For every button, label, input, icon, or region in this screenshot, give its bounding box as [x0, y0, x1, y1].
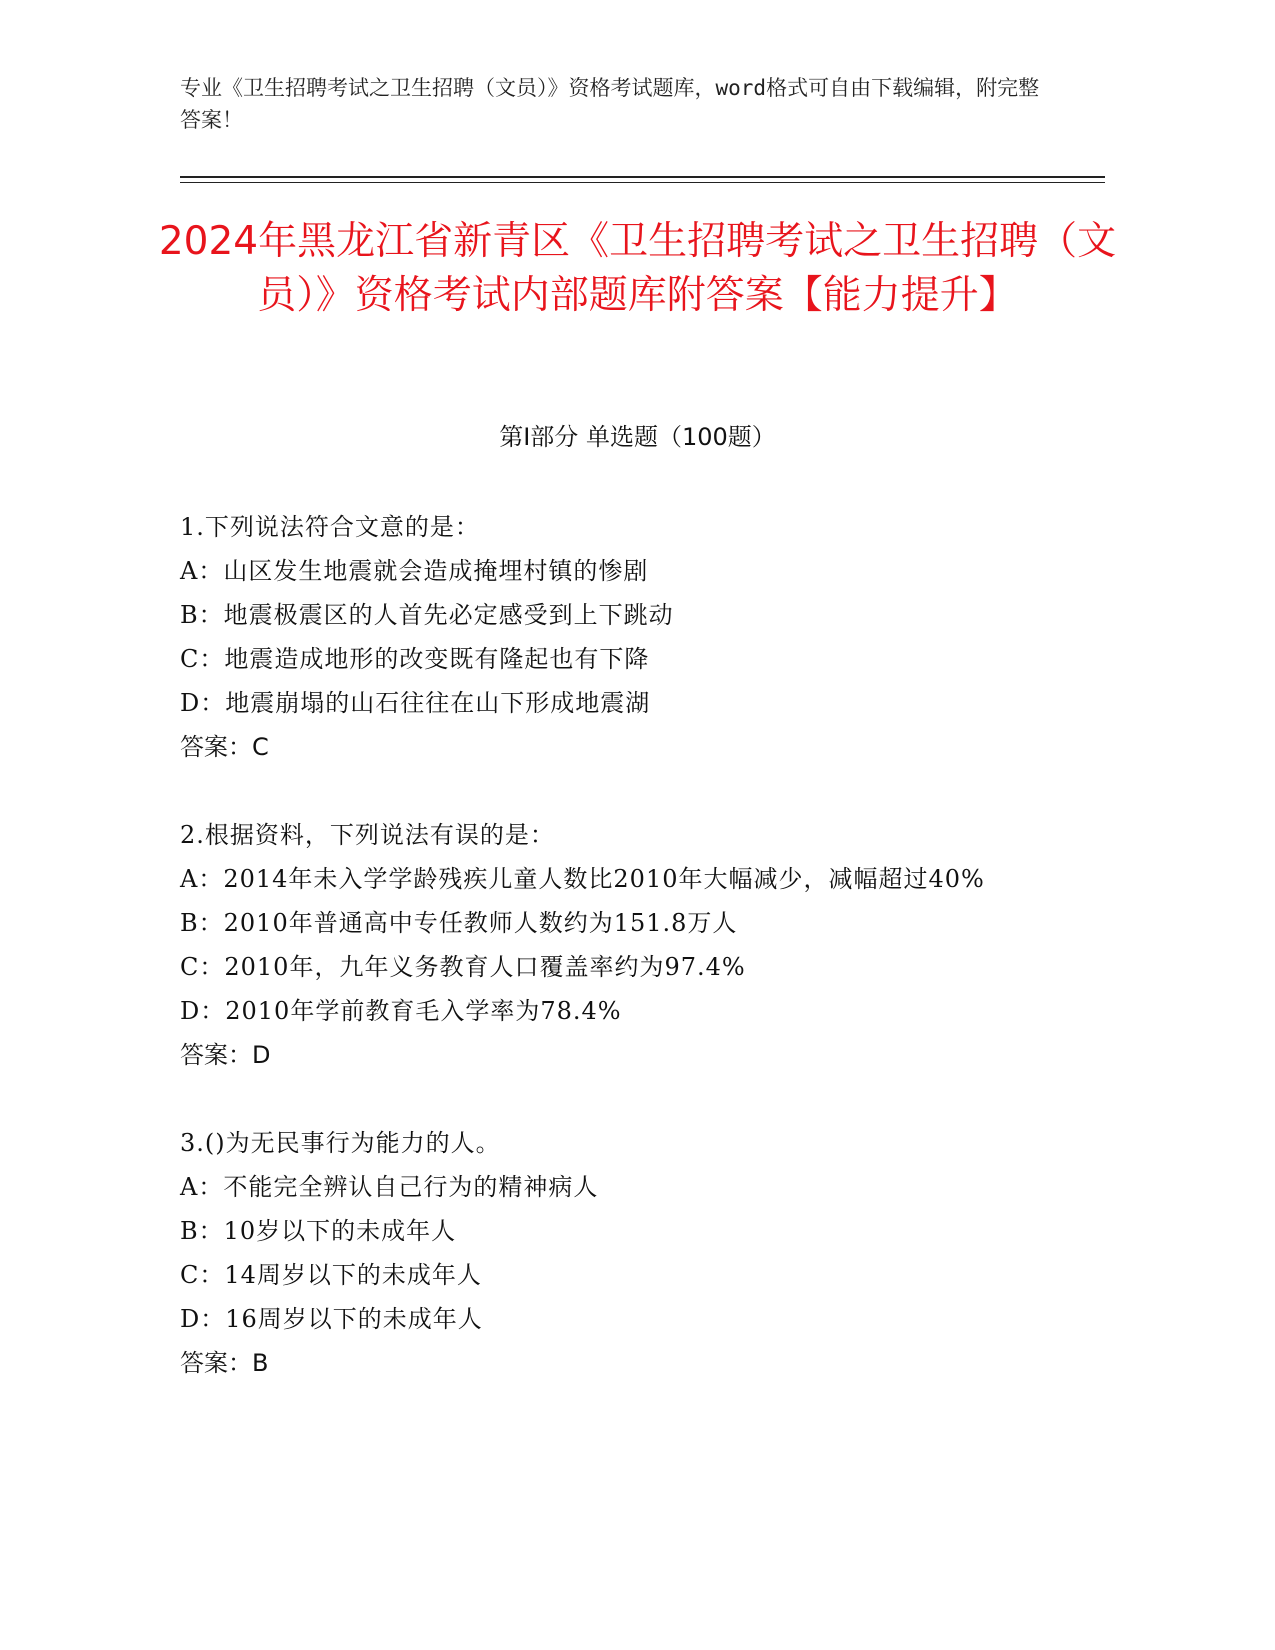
question-stem: 3.()为无民事行为能力的人。 [180, 1129, 501, 1157]
document-title: 2024年黑龙江省新青区《卫生招聘考试之卫生招聘（文员）》资格考试内部题库附答案【能力提升】 [158, 219, 1117, 318]
option-d: D：2010年学前教育毛入学率为78.4% [180, 997, 622, 1025]
option-b: B：2010年普通高中专任教师人数约为151.8万人 [180, 909, 738, 937]
option-c: C：地震造成地形的改变既有隆起也有下降 [180, 645, 650, 673]
question-2 [180, 813, 1010, 1077]
option-a: A：2014年未入学学龄残疾儿童人数比2010年大幅减少，减幅超过40% [180, 865, 985, 893]
option-c: C：2010年，九年义务教育人口覆盖率约为97.4% [180, 953, 746, 981]
header-note: 专业《卫生招聘考试之卫生招聘（文员）》资格考试题库，word格式可自由下载编辑，附完整答案！ [180, 76, 1040, 132]
question-list [180, 505, 1010, 1429]
option-b: B：地震极震区的人首先必定感受到上下跳动 [180, 601, 674, 629]
option-d: D：地震崩塌的山石往往在山下形成地震湖 [180, 689, 651, 717]
header-divider-thin [180, 182, 1105, 183]
option-d: D：16周岁以下的未成年人 [180, 1305, 483, 1333]
section-heading: 第I部分 单选题（100题） [499, 423, 776, 451]
option-b: B：10岁以下的未成年人 [180, 1217, 457, 1245]
option-c: C：14周岁以下的未成年人 [180, 1261, 482, 1289]
answer: 答案：B [180, 1349, 269, 1377]
option-a: A：不能完全辨认自己行为的精神病人 [180, 1173, 599, 1201]
question-stem: 1.下列说法符合文意的是： [180, 513, 480, 541]
answer: 答案：C [180, 733, 269, 761]
option-a: A：山区发生地震就会造成掩埋村镇的惨剧 [180, 557, 649, 585]
header-divider-thick [180, 176, 1105, 178]
question-3 [180, 1121, 1010, 1385]
question-stem: 2.根据资料，下列说法有误的是： [180, 821, 555, 849]
answer: 答案：D [180, 1041, 271, 1069]
question-1 [180, 505, 1010, 769]
